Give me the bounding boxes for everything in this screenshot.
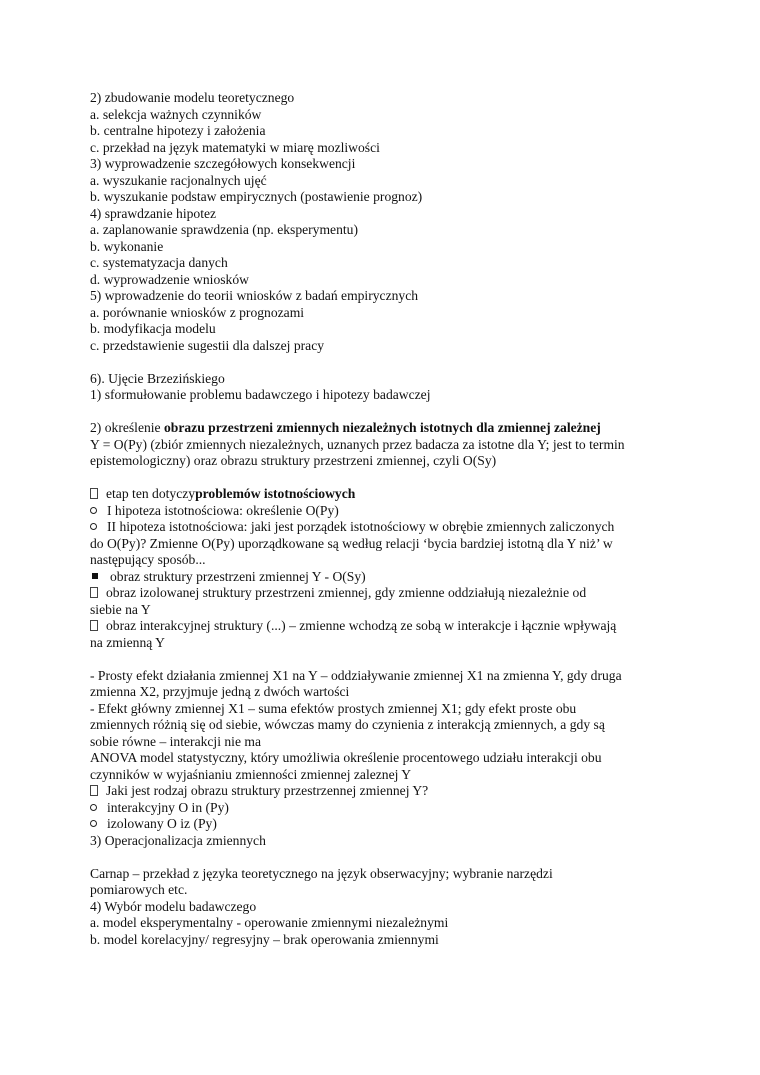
missing-glyph-icon	[90, 587, 98, 598]
text-line: do O(Py)? Zmienne O(Py) uporządkowane są według relacji ‘bycia bardziej istotną dla Y niż’ w	[90, 535, 613, 551]
text-line: a. zaplanowanie sprawdzenia (np. eksperymentu)	[90, 222, 358, 237]
circle-bullet-icon	[90, 804, 97, 811]
text-line: - Efekt główny zmiennej X1 – suma efektów prostych zmiennej X1; gdy efekt proste obu	[90, 700, 577, 716]
text-line: 4) Wybór modelu badawczego	[90, 898, 257, 914]
text-span: etap ten dotyczy	[106, 486, 196, 501]
text-line: czynników w wyjaśnianiu zmienności zmiennej zaleznej Y	[90, 766, 412, 782]
text-line: Carnap – przekład z języka teoretycznego na język obserwacyjny; wybranie narzędzi	[90, 865, 553, 881]
text-line: b. wykonanie	[90, 238, 164, 254]
text-line: c. przedstawienie sugestii dla dalszej pracy	[90, 337, 325, 353]
square-bullet-icon	[92, 573, 98, 579]
blank-line	[90, 404, 680, 421]
circle-bullet-icon	[90, 523, 97, 530]
text-span: izolowany O iz (Py)	[107, 816, 217, 831]
text-line	[90, 618, 680, 635]
text-span: II hipoteza istotnościowa: jaki jest porządek istotnościowy w obrębie zmiennych zaliczonych	[107, 519, 615, 534]
text-line: b. modyfikacja modelu	[90, 321, 216, 336]
blank-line	[90, 354, 680, 371]
text-line	[90, 519, 680, 536]
blank-line	[90, 470, 680, 487]
text-line: a. wyszukanie racjonalnych ujęć	[90, 172, 267, 188]
blank-line	[90, 651, 680, 668]
text-line: Y = O(Py) (zbiór zmiennych niezależnych, uznanych przez badacza za istotne dla Y; jest to termin	[90, 436, 625, 452]
text-line: 1) sformułowanie problemu badawczego i hipotezy badawczej	[90, 387, 431, 402]
text-line: ANOVA model statystyczny, który umożliwia określenie procentowego udziału interakcji obu	[90, 750, 602, 765]
bold-span: obrazu przestrzeni zmiennych niezależnych istotnych dla zmiennej zależnej	[163, 420, 601, 435]
blank-line	[90, 849, 680, 866]
text-line: zmiennych różnią się od siebie, wówczas mamy do czynienia z interakcją zmiennych, a gdy są	[90, 717, 605, 732]
text-line	[90, 585, 680, 602]
text-line: b. model korelacyjny/ regresyjny – brak operowania zmiennymi	[90, 931, 439, 947]
text-line: 6). Ujęcie Brzezińskiego	[90, 370, 225, 386]
text-line: 4) sprawdzanie hipotez	[90, 205, 217, 221]
text-line: sobie równe – interakcji nie ma	[90, 733, 261, 749]
text-span: obraz interakcyjnej struktury (...) – zmienne wchodzą ze sobą w interakcje i łącznie wpływają	[106, 618, 617, 633]
text-line: 3) Operacjonalizacja zmiennych	[90, 832, 266, 848]
text-line: a. selekcja ważnych czynników	[90, 106, 262, 122]
circle-bullet-icon	[90, 820, 97, 827]
circle-bullet-icon	[90, 507, 97, 514]
text-line	[90, 800, 680, 817]
text-line	[90, 569, 680, 586]
document-body	[90, 90, 680, 948]
text-line	[90, 783, 680, 800]
text-span: obraz izolowanej struktury przestrzeni zmiennej, gdy zmienne oddziałują niezależnie od	[106, 585, 587, 600]
text-line: siebie na Y	[90, 601, 151, 617]
text-line: d. wyprowadzenie wniosków	[90, 271, 249, 287]
text-line: następujący sposób...	[90, 552, 206, 567]
text-line: epistemologiczny) oraz obrazu struktury przestrzeni zmiennej, czyli O(Sy)	[90, 453, 497, 468]
missing-glyph-icon	[90, 488, 98, 499]
text-line: zmienna X2, przyjmuje jedną z dwóch wartości	[90, 684, 350, 699]
text-line: a. porównanie wniosków z prognozami	[90, 304, 305, 320]
text-span: I hipoteza istotnościowa: określenie O(Py)	[107, 502, 339, 518]
text-line: b. centralne hipotezy i założenia	[90, 123, 266, 138]
text-line: b. wyszukanie podstaw empirycznych (postawienie prognoz)	[90, 189, 423, 204]
missing-glyph-icon	[90, 785, 98, 796]
text-span: 2) określenie	[90, 420, 164, 435]
text-line	[90, 816, 680, 833]
text-span: Jaki jest rodzaj obrazu struktury przestrzennej zmiennej Y?	[106, 783, 429, 798]
text-line: a. model eksperymentalny - operowanie zmiennymi niezależnymi	[90, 915, 449, 930]
text-line	[90, 503, 680, 520]
text-span: interakcyjny O in (Py)	[107, 799, 229, 815]
missing-glyph-icon	[90, 620, 98, 631]
text-line: 5) wprowadzenie do teorii wniosków z badań empirycznych	[90, 288, 419, 303]
text-line: na zmienną Y	[90, 634, 165, 650]
text-line: - Prosty efekt działania zmiennej X1 na Y – oddziaływanie zmiennej X1 na zmienna Y, gdy druga	[90, 667, 622, 683]
text-line	[90, 486, 680, 503]
text-line	[90, 420, 680, 437]
text-line: pomiarowych etc.	[90, 882, 188, 897]
text-line: 2) zbudowanie modelu teoretycznego	[90, 90, 295, 105]
text-span: obraz struktury przestrzeni zmiennej Y - O(Sy)	[110, 568, 366, 584]
bold-span: problemów istotnościowych	[195, 486, 356, 501]
text-line: c. systematyzacja danych	[90, 255, 228, 270]
text-line: 3) wyprowadzenie szczegółowych konsekwencji	[90, 156, 356, 171]
text-line: c. przekład na język matematyki w miarę mozliwości	[90, 139, 380, 155]
